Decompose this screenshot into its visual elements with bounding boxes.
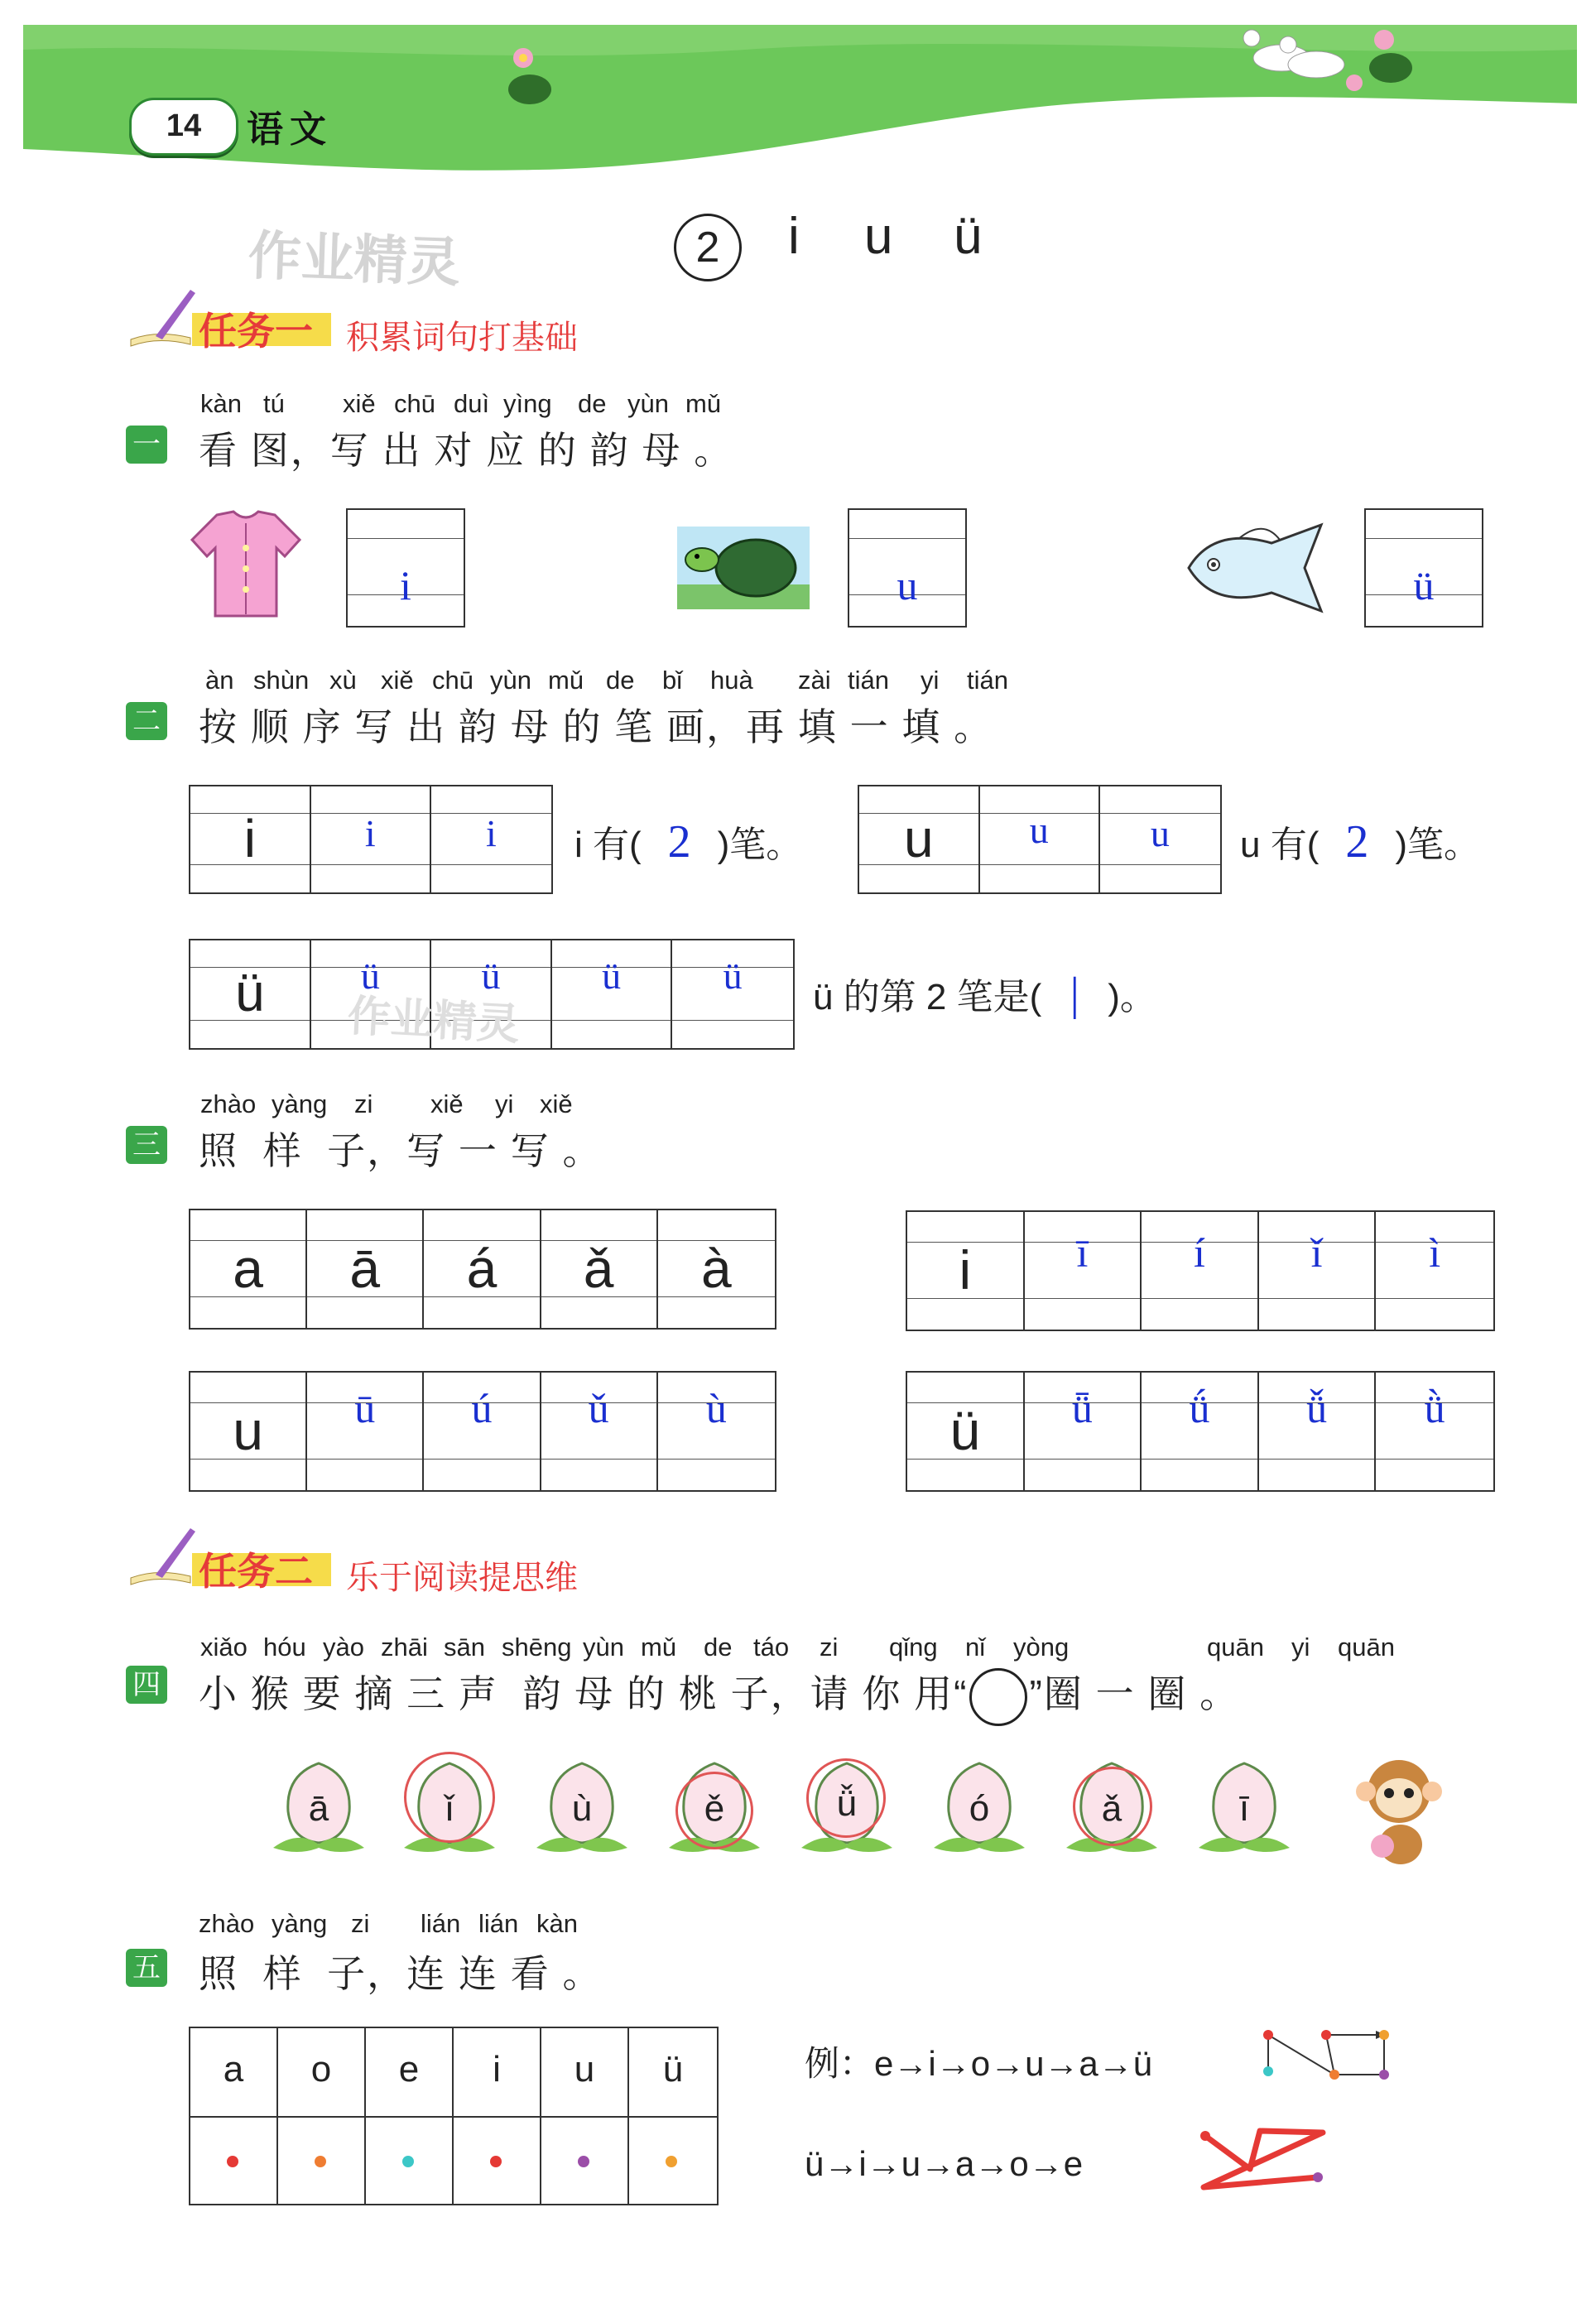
q5-instruction: 照 样 子，连 连 看 。 bbox=[199, 1952, 603, 1995]
question-5-number: 五 bbox=[126, 1949, 167, 1987]
task1-subtitle: 积累词句打基础 bbox=[346, 320, 578, 356]
answer-circle bbox=[404, 1752, 495, 1843]
q2-stroke-grid-u: u u u bbox=[858, 785, 1222, 894]
task2-title: 任务二 bbox=[199, 1550, 313, 1593]
watermark-2: 作业精灵 bbox=[346, 992, 522, 1050]
turtle-picture bbox=[677, 527, 810, 609]
quill-book-icon bbox=[124, 286, 199, 353]
example-connection-diagram bbox=[1252, 2020, 1401, 2094]
peach-item[interactable]: ǎ bbox=[1066, 1758, 1157, 1856]
question-4-number: 四 bbox=[126, 1666, 167, 1704]
q2-pinyin: àn shùn xù xiě chū yùn mǔ de bǐ huà zài tián yi tián bbox=[205, 666, 1008, 695]
peach-item[interactable]: ě bbox=[669, 1758, 760, 1856]
answer-circle bbox=[675, 1772, 753, 1849]
peach-row bbox=[265, 1747, 1324, 1863]
q2-v-answer[interactable]: | bbox=[1070, 969, 1079, 1020]
q1-answer-1[interactable]: i bbox=[400, 562, 411, 608]
q1-answer-grid-2 bbox=[848, 508, 967, 628]
dot[interactable] bbox=[315, 2156, 326, 2167]
task2-subtitle: 乐于阅读提思维 bbox=[346, 1560, 578, 1596]
q2-instruction: 按 顺 序 写 出 韵 母 的 笔 画，再 填 一 填 。 bbox=[199, 705, 994, 748]
peach-item[interactable]: ù bbox=[536, 1758, 627, 1856]
q1-instruction: 看 图，写 出 对 应 的 韵 母 。 bbox=[199, 429, 734, 472]
q5-task-sequence: ü→i→u→a→o→e bbox=[805, 2144, 1084, 2183]
question-2-number: 二 bbox=[126, 702, 167, 740]
answer-connection-drawing[interactable] bbox=[1189, 2119, 1346, 2202]
q5-pinyin: zhào yàng zi lián lián kàn bbox=[199, 1909, 578, 1938]
page-number-badge bbox=[129, 98, 238, 156]
page-number: 14 bbox=[166, 108, 202, 143]
lesson-letter-u: u bbox=[864, 208, 893, 265]
dot[interactable] bbox=[402, 2156, 414, 2167]
q3-grid-v: ü ǖ ǘ ǚ ǜ bbox=[906, 1371, 1495, 1492]
peach-item[interactable]: ǚ bbox=[801, 1758, 892, 1856]
lesson-letter-i: i bbox=[788, 208, 800, 265]
monkey-icon bbox=[1349, 1753, 1449, 1869]
q2-u-sentence: u 有( 2 )笔。 bbox=[1240, 816, 1481, 868]
q3-grid-a: a ā á ǎ à bbox=[189, 1209, 776, 1330]
dot[interactable] bbox=[666, 2156, 677, 2167]
q3-pinyin: zhào yàng zi xiě yi xiě bbox=[200, 1089, 573, 1118]
q3-instruction: 照 样 子，写 一 写 。 bbox=[199, 1129, 603, 1172]
q2-v-sentence: ü 的第 2 笔是( | )。 bbox=[813, 969, 1156, 1020]
header-banner bbox=[0, 0, 1596, 207]
q1-pinyin: kàn tú xiě chū duì yìng de yùn mǔ bbox=[200, 389, 722, 418]
question-1-number: 一 bbox=[126, 426, 167, 464]
q3-grid-i: i ī í ǐ ì bbox=[906, 1210, 1495, 1331]
q2-i-answer[interactable]: 2 bbox=[667, 816, 691, 868]
peach-item[interactable]: ā bbox=[273, 1758, 364, 1856]
watermark: 作业精灵 bbox=[247, 225, 462, 293]
q3-grid-u: u ū ú ǔ ù bbox=[189, 1371, 776, 1492]
peach-item[interactable]: ǐ bbox=[404, 1758, 495, 1856]
q2-i-sentence: i 有( 2 )笔。 bbox=[574, 816, 803, 868]
q2-stroke-grid-v: ü ü ü ü ü bbox=[189, 939, 795, 1050]
dot[interactable] bbox=[578, 2156, 589, 2167]
circle-symbol-icon bbox=[969, 1668, 1027, 1726]
lesson-number: 2 bbox=[674, 214, 742, 281]
q1-answer-grid-3 bbox=[1364, 508, 1483, 628]
q4-pinyin: xiǎo hóu yào zhāi sān shēng yùn mǔ de táo zi qǐng nǐ yòng quān yi quān bbox=[200, 1633, 1395, 1662]
q4-instruction: 小 猴 要 摘 三 声 韵 母 的 桃 子，请 你 用“ ”圈 一 圈 。 bbox=[199, 1664, 1239, 1726]
dot[interactable] bbox=[227, 2156, 238, 2167]
q1-answer-grid-1 bbox=[346, 508, 465, 628]
shirt-picture bbox=[184, 507, 308, 623]
quill-book-icon-2 bbox=[124, 1525, 199, 1591]
subject-title: 语文 bbox=[247, 109, 333, 150]
q2-stroke-grid-i: i i i bbox=[189, 785, 553, 894]
peach-item[interactable]: ī bbox=[1199, 1758, 1290, 1856]
peach-item[interactable]: ó bbox=[934, 1758, 1025, 1856]
q2-u-answer[interactable]: 2 bbox=[1345, 816, 1369, 868]
q5-letter-table: a o e i u ü bbox=[189, 2027, 719, 2205]
answer-circle bbox=[806, 1758, 886, 1838]
fish-picture bbox=[1180, 518, 1326, 618]
q1-answer-3[interactable]: ü bbox=[1413, 562, 1435, 608]
lesson-letter-v: ü bbox=[954, 208, 983, 265]
question-3-number: 三 bbox=[126, 1126, 167, 1164]
dot[interactable] bbox=[490, 2156, 502, 2167]
task1-title: 任务一 bbox=[199, 310, 313, 353]
q1-answer-2[interactable]: u bbox=[897, 562, 918, 608]
answer-circle bbox=[1073, 1767, 1152, 1846]
q5-example: 例：e→i→o→u→a→ü bbox=[805, 2044, 1153, 2083]
